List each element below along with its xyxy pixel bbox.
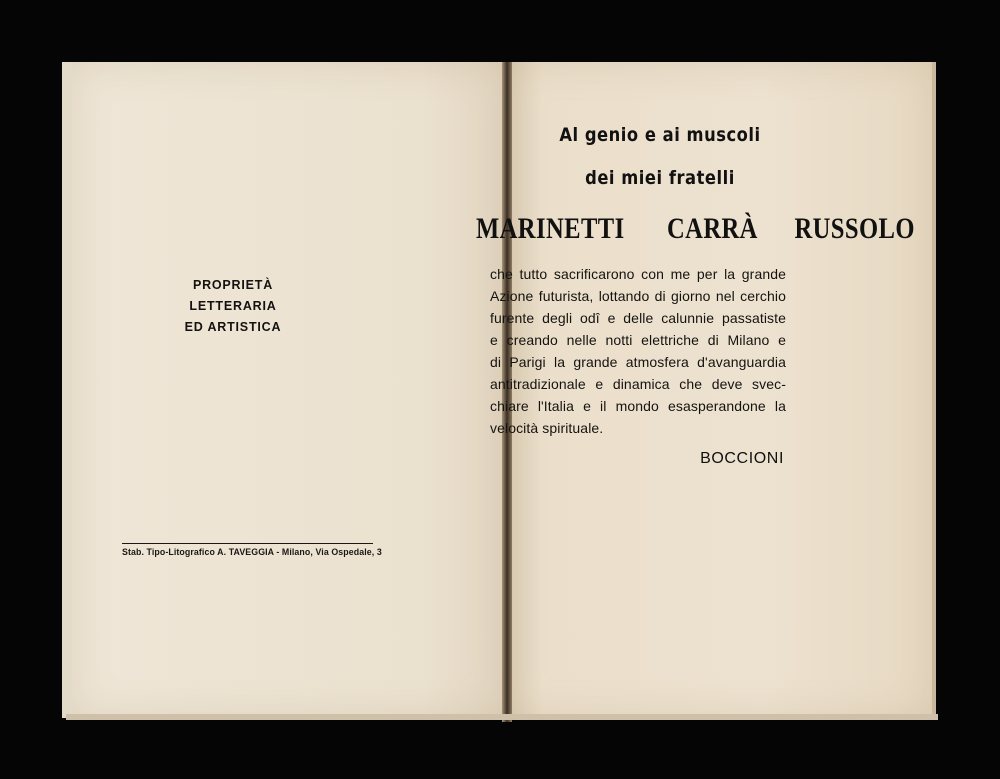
left-page	[62, 62, 508, 718]
name-russolo: RUSSOLO	[794, 212, 915, 245]
name-marinetti: MARINETTI	[476, 212, 625, 245]
dedication-line-2: dei miei fratelli	[585, 167, 735, 189]
signature: BOCCIONI	[700, 450, 784, 467]
dedicated-names	[476, 212, 915, 246]
body-line: che tutto sacrificarono con me per la grande	[490, 266, 786, 282]
body-line: furente degli odî e delle calunnie passatiste	[490, 310, 786, 326]
body-line: Azione futurista, lottando di giorno nel cerchio	[490, 288, 786, 304]
copyright-notice	[158, 275, 308, 338]
body-line: velocità spirituale.	[490, 420, 604, 436]
copyright-line-1: PROPRIETÀ LETTERARIA	[189, 278, 277, 313]
page-edges	[66, 714, 938, 720]
body-line: e creando nelle notti elettriche di Milano e	[490, 332, 786, 348]
body-line: di Parigi la grande atmosfera d'avanguardia	[490, 354, 786, 370]
printer-rule	[122, 543, 373, 544]
dedication-line-1: Al genio e ai muscoli	[559, 124, 761, 146]
name-carra: CARRÀ	[667, 212, 759, 245]
body-line: antitradizionale e dinamica che deve svec-	[490, 376, 786, 392]
copyright-line-2: ED ARTISTICA	[184, 320, 282, 334]
dedication-body	[490, 263, 786, 439]
body-line: chiare l'Italia e il mondo esasperandone la	[490, 398, 786, 414]
printer-imprint: Stab. Tipo-Litografico A. TAVEGGIA - Milano, Via Ospedale, 3	[122, 547, 382, 557]
